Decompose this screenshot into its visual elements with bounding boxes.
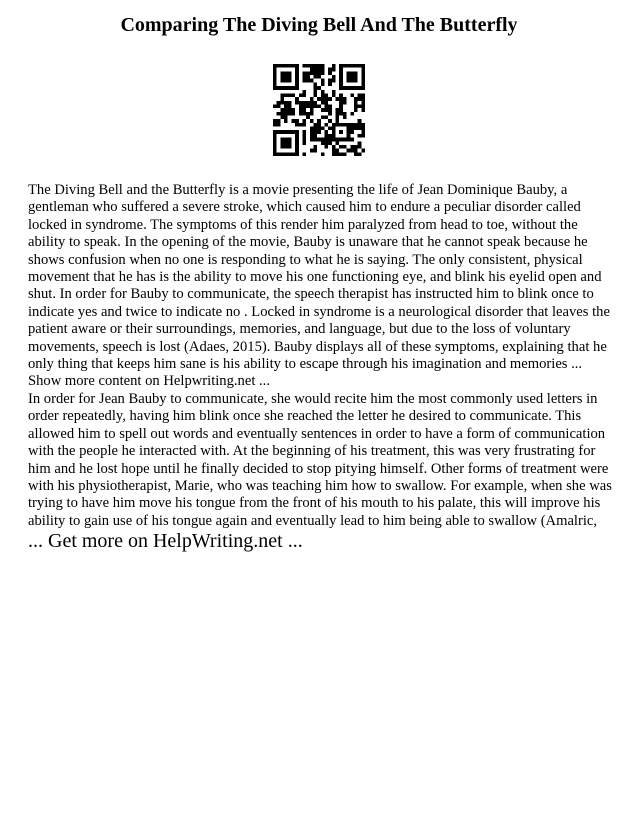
article-body — [28, 182, 612, 530]
paragraph-1: The Diving Bell and the Butterfly is a movie presenting the life of Jean Dominique Bauby, a gentleman who suffered a severe stroke, which caused him to endure a peculiar disorder called locked in syndrome. The symptoms of this render him paralyzed from head to toe, without the ability to speak. In the opening of the movie, Bauby is unaware that he cannot speak because he shows confusion when no one is responding to what he is saying. The only consistent, physical movement that he has is the ability to move his one functioning eye, and blink his eyelid open and shut. In order for Bauby to communicate, the speech therapist has instructed him to blink once to indicate yes and twice to indicate no . Locked in syndrome is a neurological disorder that leaves the patient aware or their surroundings, memories, and language, but due to the loss of voluntary movements, speech is lost (Adaes, 2015). Bauby displays all of these symptoms, explaining that he only thing that keeps him sane is his ability to escape through his imagination and memories ... Show more content on Helpwriting.net ... — [28, 182, 610, 390]
page-title: Comparing The Diving Bell And The Butterfly — [120, 14, 518, 36]
get-more-link[interactable]: ... Get more on HelpWriting.net ... — [28, 530, 303, 552]
paragraph-2: In order for Jean Bauby to communicate, she would recite him the most commonly used letters in order repeatedly, having him blink once she reached the letter he desired to communicate. This allowed him to spell out words and eventually sentences in order to have a form of communication with the people he interacted with. At the beginning of his treatment, this was very frustrating for him and he lost hope until he finally decided to stop pitying himself. Other forms of treatment were with his physiotherapist, Marie, who was teaching him how to swallow. For example, when she was trying to have him move his tongue from the front of his mouth to his palate, this will improve his ability to gain use of his tongue again and eventually lead to him being able to swallow (Amalric, — [28, 390, 612, 529]
qr-code-icon — [273, 64, 365, 156]
